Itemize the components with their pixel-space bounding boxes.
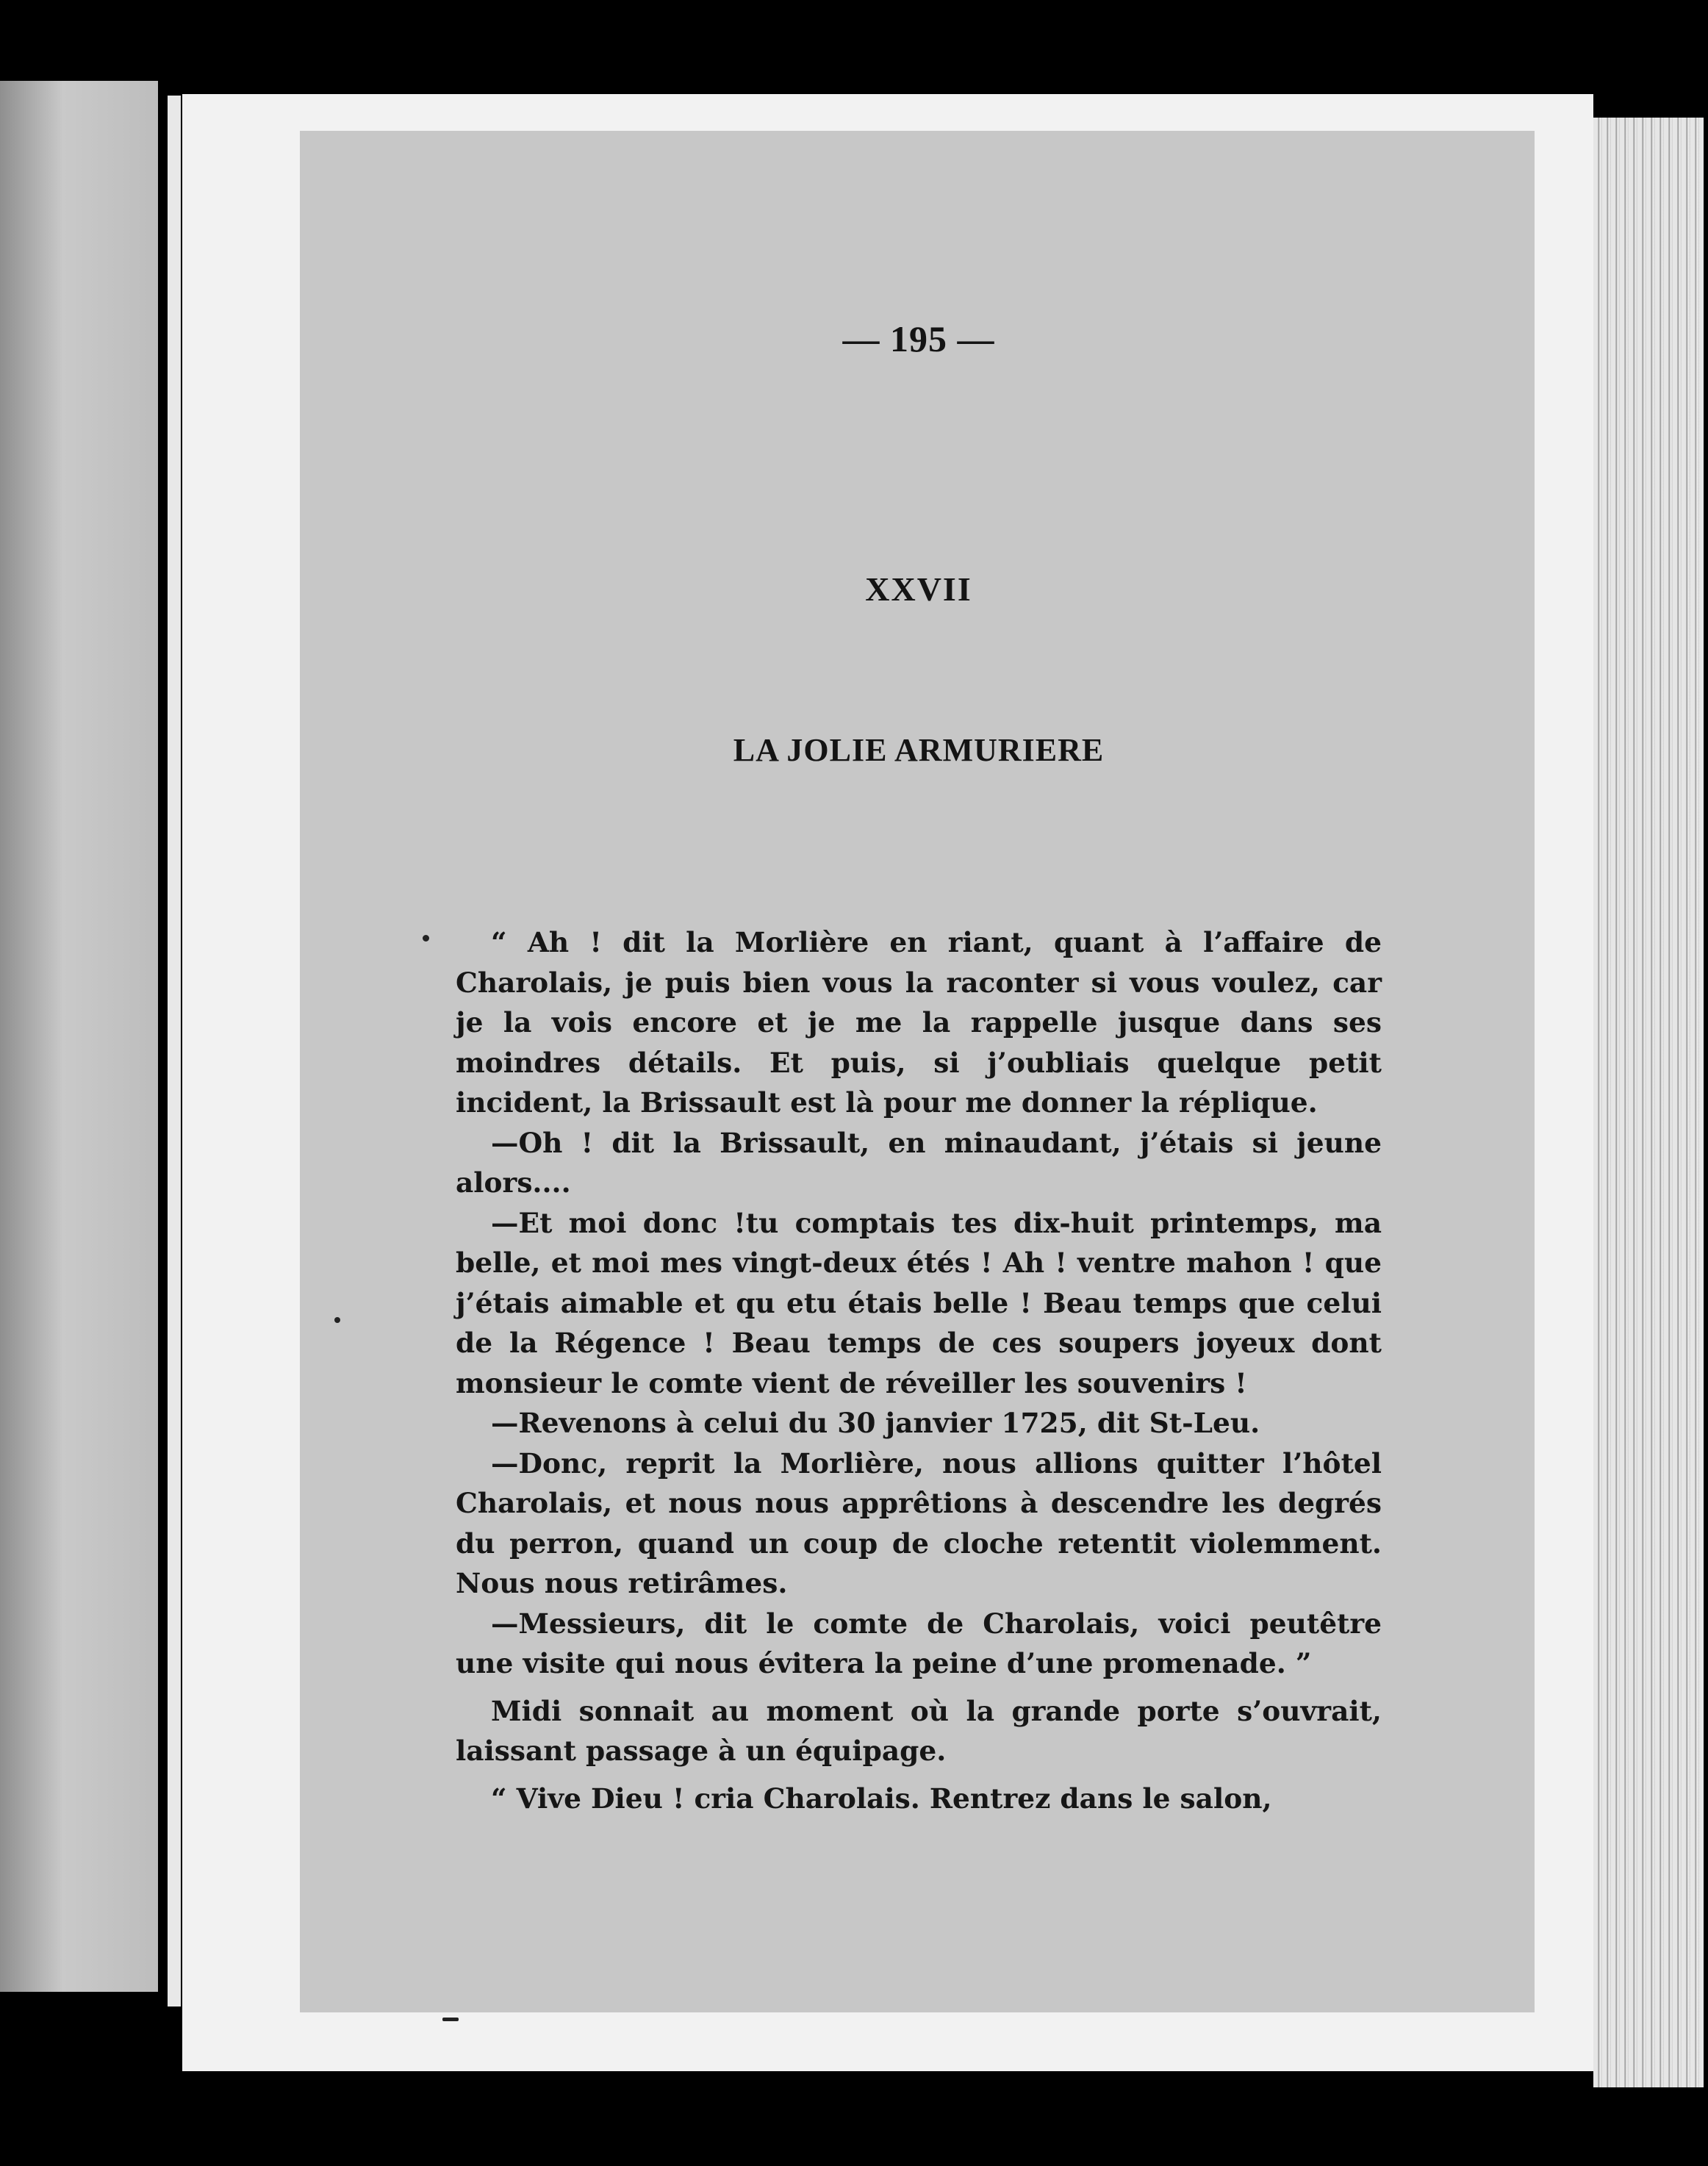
previous-page-strip xyxy=(0,81,158,1992)
paragraph: Midi sonnait au moment où la grande porte s’ouvrait, laissant passage à un équipage. xyxy=(456,1694,1382,1767)
chapter-title: LA JOLIE ARMURIERE xyxy=(733,732,1105,768)
page-number: — 195 — xyxy=(842,318,995,359)
ink-speck xyxy=(442,2018,459,2021)
paragraph: —Revenons à celui du 30 janvier 1725, dit St-Leu. xyxy=(491,1407,1260,1439)
paragraph: “ Ah ! dit la Morlière en riant, quant à l’affaire de Charolais, je puis bien vous la raconter si vous voulez, car je la vois encore et je me la rappelle jusque dans ses moindres détails. Et puis, si j’oubliais quelque petit incident, la Brissault est là pour me donner la réplique. xyxy=(456,926,1382,1119)
paragraph: —Et moi donc !tu comptais tes dix-huit printemps, ma belle, et moi mes vingt-deux étés ! Ah ! ventre mahon ! que j’étais aimable et qu etu étais belle ! Beau temps que celui de la Régence ! Beau temps de ces soupers joyeux dont monsieur le comte vient de réveiller les souvenirs ! xyxy=(456,1206,1382,1399)
chapter-number: XXVII xyxy=(865,570,972,608)
stacked-page-edges xyxy=(1593,118,1704,2087)
paragraph: —Donc, reprit la Morlière, nous allions quitter l’hôtel Charolais, et nous nous apprêtions à descendre les degrés du perron, quand un coup de cloche retentit violemment. Nous nous retirâmes. xyxy=(456,1446,1382,1599)
paragraph: “ Vive Dieu ! cria Charolais. Rentrez dans le salon, xyxy=(491,1782,1272,1815)
ink-speck xyxy=(334,1317,340,1323)
previous-page-edge xyxy=(168,96,181,2007)
paragraph: —Oh ! dit la Brissault, en minaudant, j’étais si jeune alors.... xyxy=(456,1126,1382,1199)
body-text xyxy=(456,922,1382,1818)
paragraph: —Messieurs, dit le comte de Charolais, voici peutêtre une visite qui nous évitera la peine d’une promenade. ” xyxy=(456,1607,1382,1679)
ink-speck xyxy=(423,935,429,942)
